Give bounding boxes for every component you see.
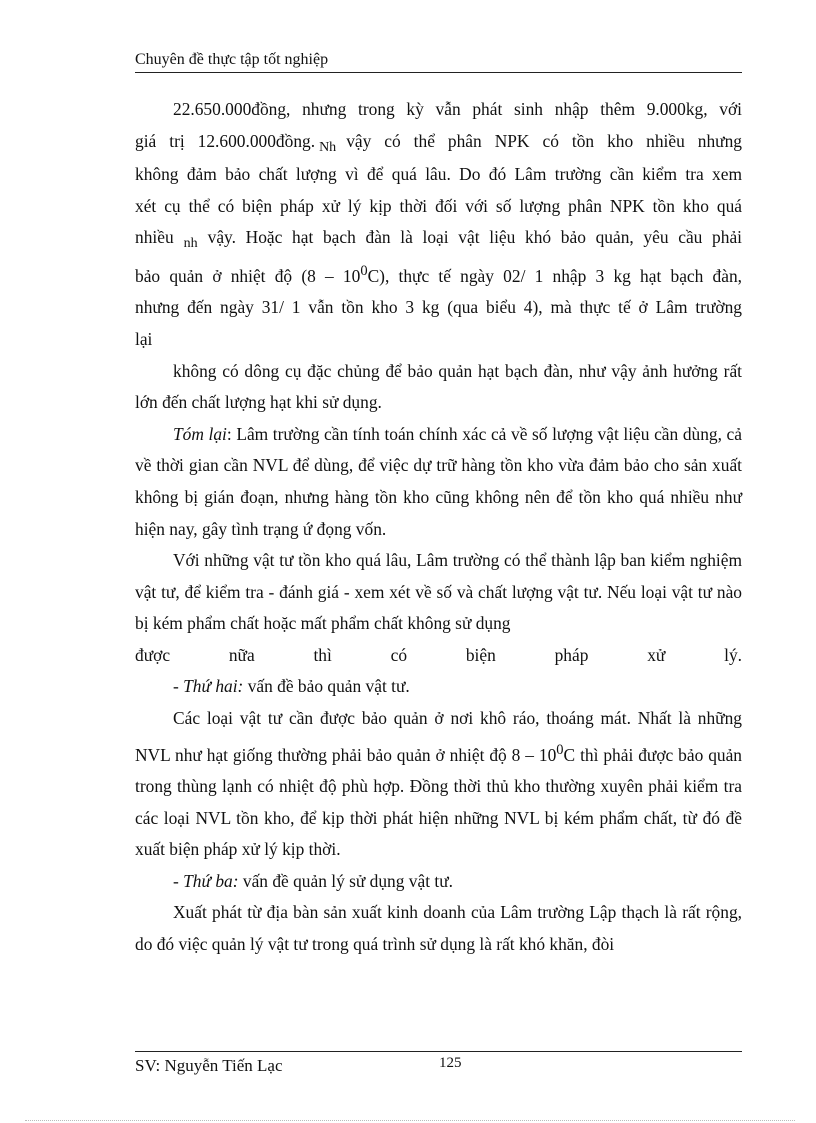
section-heading [135, 671, 742, 703]
paragraph [135, 703, 742, 866]
paragraph-line: 22.650.000đồng, nhưng trong kỳ vẫn phát sinh nhập thêm 9.000kg, với [173, 99, 742, 119]
text-run: Các loại vật tư cần được bảo quản ở nơi khô ráo, thoáng mát. Nhất là những NVL như hạt giống thường phải bảo quản ở nhiệt độ 8 – 10 [135, 708, 742, 765]
paragraph: Với những vật tư tồn kho quá lâu, Lâm trường có thể thành lập ban kiểm nghiệm vật tư, để kiểm tra - đánh giá - xem xét về số và chất lượng vật tư. Nếu loại vật tư nào bị kém phẩm chất hoặc mất phẩm chất không sử dụng [135, 550, 742, 634]
text-run: : Lâm trường cần tính toán chính xác cả về số lượng vật liệu cần dùng, cả về thời gian cần NVL để dùng, để việc dự trữ hàng tồn kho vừa đảm bảo cho sản xuất không bị gián đoạn, nhưng hàng tồn kho cũng không nên để tồn kho quá nhiều như hiện nay, gây tình trạng ứ đọng vốn. [135, 423, 742, 539]
text-run: nhiều [135, 227, 174, 248]
paragraph [135, 419, 742, 545]
superscript: 0 [556, 741, 564, 758]
paragraph-line [135, 256, 742, 292]
text-run: bảo quản ở nhiệt độ (8 – 10 [135, 265, 361, 286]
text-run: C thì phải được bảo quản trong thùng lạnh có nhiệt độ phù hợp. Đồng thời thủ kho thường xuyên phải kiểm tra các loại NVL tồn kho, để kịp thời phát hiện những NVL bị kém phẩm chất, từ đó đề xuất biện pháp xử lý kịp thời. [135, 744, 743, 860]
text-run: giá trị 12.600.000đồng. [135, 130, 316, 151]
paragraph-line [135, 222, 742, 256]
document-body [135, 94, 742, 961]
text-run: vậy có thể phân NPK có tồn kho nhiều nhưng [346, 130, 742, 151]
paragraph-line: lại [135, 328, 153, 349]
section-heading [135, 866, 742, 898]
page-edge-divider [25, 1120, 795, 1121]
lead-italic: Tóm lại [173, 423, 227, 444]
page-header [135, 50, 742, 73]
paragraph: không có dông cụ đặc chủng để bảo quản hạt bạch đàn, như vậy ảnh hưởng rất lớn đến chất lượng hạt khi sử dụng. [135, 360, 742, 413]
paragraph: Xuất phát từ địa bàn sản xuất kinh doanh của Lâm trường Lập thạch là rất rộng, do đó việc quản lý vật tư trong quá trình sử dụng là rất khó khăn, đòi [135, 902, 742, 955]
text-fragment: nh [183, 236, 198, 252]
paragraph-line: được nữa thì có biện pháp xử lý. [135, 644, 742, 665]
superscript: 0 [360, 262, 368, 279]
lead-italic: - Thứ hai: [173, 676, 244, 697]
footer-student: SV: Nguyễn Tiến Lạc [135, 1056, 283, 1075]
header-title: Chuyên đề thực tập tốt nghiệp [135, 51, 329, 68]
paragraph-line: nhưng đến ngày 31/ 1 vẫn tồn kho 3 kg (qua biểu 4), mà thực tế ở Lâm trường [135, 297, 742, 318]
paragraph-line: không đảm bảo chất lượng vì để quá lâu. Do đó Lâm trường cần kiểm tra xem [135, 164, 742, 185]
text-run: vấn đề quản lý sử dụng vật tư. [238, 870, 453, 891]
lead-italic: - Thứ ba: [173, 870, 239, 891]
text-run: vậy. Hoặc hạt bạch đàn là loại vật liệu khó bảo quản, yêu cầu phải [207, 227, 742, 248]
paragraph-line: xét cụ thể có biện pháp xử lý kịp thời đối với số lượng phân NPK tồn kho quá [135, 195, 742, 216]
text-run: vấn đề bảo quản vật tư. [243, 676, 410, 697]
text-run: C), thực tế ngày 02/ 1 nhập 3 kg hạt bạch đàn, [367, 265, 742, 286]
text-fragment: Nh [319, 139, 337, 155]
page-number: 125 [439, 1055, 462, 1071]
paragraph-line [135, 126, 742, 160]
footer-divider [135, 1051, 742, 1052]
